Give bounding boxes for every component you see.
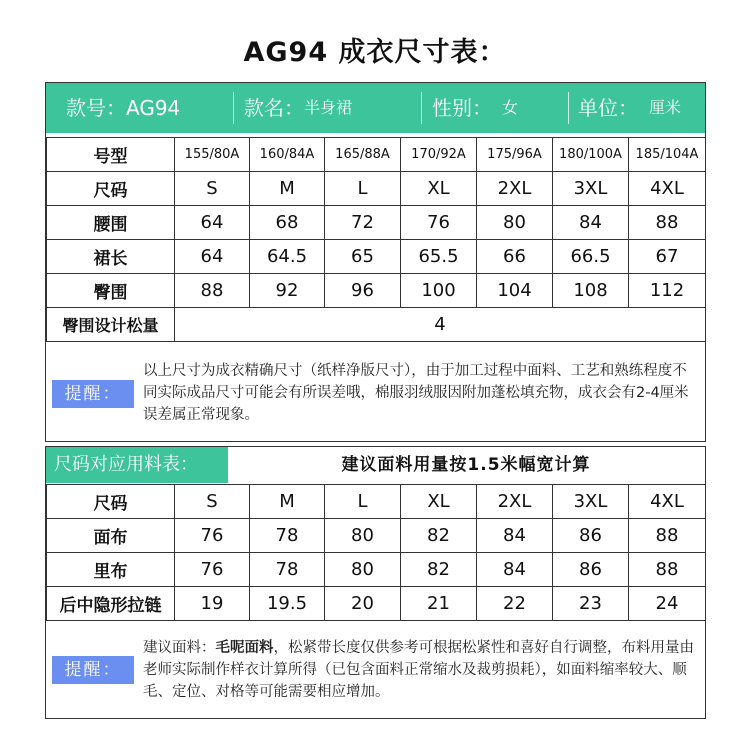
size-row [47, 172, 706, 206]
header-divider [421, 92, 422, 124]
table-cell: 4XL [629, 172, 706, 206]
table-cell: 19 [175, 587, 250, 621]
row-label: 号型 [47, 138, 175, 172]
fabric-table [46, 484, 706, 621]
size-row [47, 274, 706, 308]
table-cell: 92 [250, 274, 325, 308]
ease-row [47, 308, 706, 342]
table-cell: M [250, 485, 325, 519]
table-cell: 165/88A [325, 138, 401, 172]
table-cell: 20 [325, 587, 401, 621]
table-cell: 66.5 [553, 240, 629, 274]
table-cell: 64 [175, 206, 250, 240]
table-cell: M [250, 172, 325, 206]
header-divider [233, 92, 234, 124]
unit-label: 单位： [578, 96, 638, 120]
table-cell: 78 [250, 553, 325, 587]
table-cell: 78 [250, 519, 325, 553]
fabric-row [47, 485, 706, 519]
table-cell: S [175, 172, 250, 206]
header-divider [568, 92, 569, 124]
reminder-tag: 提醒： [52, 380, 134, 408]
fabric-type: 毛呢面料 [215, 640, 274, 656]
row-label: 后中隐形拉链 [47, 587, 175, 621]
table-cell: 88 [629, 206, 706, 240]
table-cell: 80 [477, 206, 553, 240]
table-cell: 160/84A [250, 138, 325, 172]
table-cell: 4XL [629, 485, 706, 519]
table-cell: 65 [325, 240, 401, 274]
table-cell: 76 [175, 553, 250, 587]
table-cell: 112 [629, 274, 706, 308]
fabric-reminder-body: ，松紧带长度仅供参考可根据松紧性和喜好自行调整，布料用量由老师实际制作样衣计算所得（已包含面料正常缩水及裁剪损耗），如面料缩率较大、顺毛、定位、对格等可能需要相应增加。 [143, 640, 694, 700]
table-cell: 88 [175, 274, 250, 308]
table-cell: 67 [629, 240, 706, 274]
table-cell: 68 [250, 206, 325, 240]
style-number: 款号：AG94 [66, 96, 181, 120]
fabric-section-note: 建议面料用量按1.5米幅宽计算 [341, 455, 591, 475]
row-label: 面布 [47, 519, 175, 553]
table-cell: 84 [477, 553, 553, 587]
table-cell: 180/100A [553, 138, 629, 172]
fabric-row [47, 587, 706, 621]
fabric-reminder-text [143, 637, 698, 703]
table-cell: 82 [401, 519, 477, 553]
reminder-text: 以上尺寸为成衣精确尺寸（纸样净版尺寸），由于加工过程中面料、工艺和熟练程度不同实际成品尺寸可能会有所误差哦，棉服羽绒服因附加蓬松填充物，成衣会有2-4厘米误差属正常现象。 [143, 363, 689, 423]
table-cell: L [325, 172, 401, 206]
table-cell: 2XL [477, 485, 553, 519]
table-cell: 19.5 [250, 587, 325, 621]
table-cell: 96 [325, 274, 401, 308]
gender-value: 女 [502, 98, 519, 117]
style-name-value: 半身裙 [304, 98, 353, 117]
table-cell: 22 [477, 587, 553, 621]
row-label: 里布 [47, 553, 175, 587]
table-cell: 175/96A [477, 138, 553, 172]
table-cell: 72 [325, 206, 401, 240]
fabric-prefix: 建议面料： [143, 640, 216, 656]
row-label: 裙长 [47, 240, 175, 274]
row-label: 臀围 [47, 274, 175, 308]
row-label: 尺码 [47, 172, 175, 206]
table-cell: 80 [325, 553, 401, 587]
table-cell: 64 [175, 240, 250, 274]
table-cell: 88 [629, 519, 706, 553]
table-cell: 104 [477, 274, 553, 308]
table-cell: 108 [553, 274, 629, 308]
table-cell: 84 [477, 519, 553, 553]
table-cell: 3XL [553, 172, 629, 206]
table-cell: 84 [553, 206, 629, 240]
table-cell: 64.5 [250, 240, 325, 274]
table-cell: L [325, 485, 401, 519]
table-cell: 170/92A [401, 138, 477, 172]
table-cell: 65.5 [401, 240, 477, 274]
table-cell: 24 [629, 587, 706, 621]
table-cell: XL [401, 485, 477, 519]
table-cell: S [175, 485, 250, 519]
unit-value: 厘米 [649, 98, 682, 117]
table-cell: 86 [553, 553, 629, 587]
ease-label: 臀围设计松量 [47, 308, 175, 342]
table-cell: 185/104A [629, 138, 706, 172]
reminder-tag: 提醒： [52, 656, 134, 684]
table-cell: 21 [401, 587, 477, 621]
style-name-label: 款名： [244, 96, 304, 120]
size-row [47, 138, 706, 172]
table-cell: 80 [325, 519, 401, 553]
row-label: 尺码 [47, 485, 175, 519]
table-cell: 86 [553, 519, 629, 553]
fabric-row [47, 553, 706, 587]
fabric-row [47, 519, 706, 553]
header-bar [46, 83, 705, 133]
size-table [46, 137, 706, 342]
table-cell: 76 [175, 519, 250, 553]
table-cell: 88 [629, 553, 706, 587]
table-cell: XL [401, 172, 477, 206]
table-cell: 155/80A [175, 138, 250, 172]
table-cell: 2XL [477, 172, 553, 206]
page-title: AG94 成衣尺寸表： [243, 37, 507, 68]
row-label: 腰围 [47, 206, 175, 240]
table-cell: 100 [401, 274, 477, 308]
fabric-section-title: 尺码对应用料表： [46, 447, 228, 483]
table-cell: 82 [401, 553, 477, 587]
table-cell: 76 [401, 206, 477, 240]
gender-label: 性别： [432, 96, 492, 120]
size-row [47, 240, 706, 274]
table-cell: 3XL [553, 485, 629, 519]
table-cell: 66 [477, 240, 553, 274]
size-row [47, 206, 706, 240]
table-cell: 23 [553, 587, 629, 621]
ease-value: 4 [175, 308, 706, 342]
